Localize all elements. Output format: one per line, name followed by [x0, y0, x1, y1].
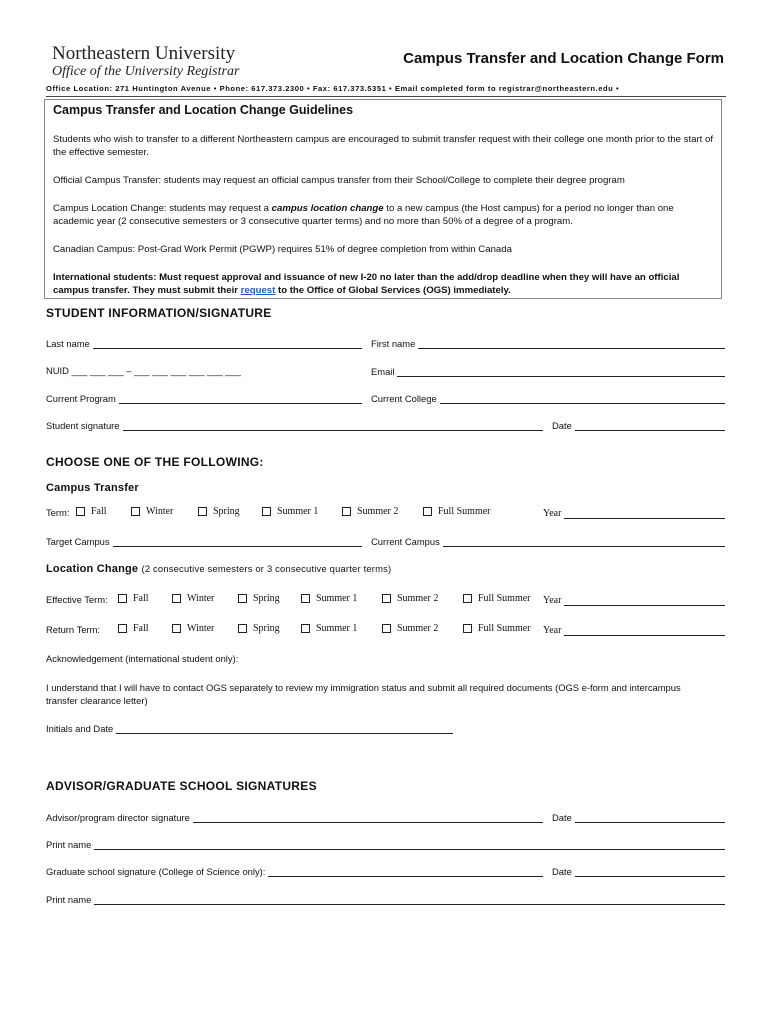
location-change-heading	[46, 563, 391, 575]
checkbox[interactable]	[382, 594, 391, 603]
transfer-term-fall[interactable]	[76, 506, 107, 517]
effective-term-winter[interactable]	[172, 593, 214, 604]
checkbox[interactable]	[118, 594, 127, 603]
option-label: Summer 2	[397, 593, 439, 604]
email-line[interactable]	[397, 365, 725, 377]
guideline-canadian-campus: Canadian Campus: Post-Grad Work Permit (PGWP) requires 51% of degree completion from within Canada	[53, 244, 512, 255]
guidelines-title: Campus Transfer and Location Change Guidelines	[53, 103, 354, 117]
student-date-label: Date	[552, 420, 572, 431]
current-campus-line[interactable]	[443, 535, 725, 547]
checkbox[interactable]	[262, 507, 271, 516]
effective-year-line[interactable]	[564, 594, 725, 606]
first-name-field[interactable]	[371, 337, 725, 349]
campus-transfer-heading: Campus Transfer	[46, 482, 139, 494]
checkbox[interactable]	[382, 624, 391, 633]
option-label: Summer 2	[397, 623, 439, 634]
effective-year-field[interactable]	[543, 594, 725, 606]
grad-print-name-label: Print name	[46, 894, 92, 905]
transfer-term-winter[interactable]	[131, 506, 173, 517]
return-term-fall[interactable]	[118, 623, 149, 634]
return-year-line[interactable]	[564, 624, 725, 636]
first-name-line[interactable]	[418, 337, 725, 349]
transfer-year-line[interactable]	[564, 507, 725, 519]
effective-term-spring[interactable]	[238, 593, 280, 604]
grad-date-label: Date	[552, 866, 572, 877]
option-label: Winter	[146, 506, 174, 517]
option-label: Spring	[213, 506, 240, 517]
form-title: Campus Transfer and Location Change Form	[403, 50, 724, 67]
advisor-date-line[interactable]	[575, 811, 725, 823]
guideline-location-change-post: to a new campus (the Host campus) for a period no longer than one academic year (2 consecutive semesters or 3 consecutive quarter terms) and no more than 50% of a degree of a program.	[53, 203, 674, 227]
guidelines-box	[44, 99, 722, 299]
effective-term-label: Effective Term:	[46, 594, 108, 605]
option-label: Fall	[91, 506, 107, 517]
first-name-label: First name	[371, 338, 416, 349]
advisor-print-name-label: Print name	[46, 839, 92, 850]
checkbox[interactable]	[342, 507, 351, 516]
current-program-label: Current Program	[46, 393, 116, 404]
transfer-term-full-summer[interactable]	[423, 506, 491, 517]
contact-line: Office Location: 271 Huntington Avenue • Phone: 617.373.2300 • Fax: 617.373.5351 • Email completed form to registrar@northeastern.edu •	[46, 84, 620, 93]
last-name-line[interactable]	[93, 337, 362, 349]
return-year-label: Year	[543, 625, 562, 636]
guideline-international-pre: International students: Must request approval and issuance of new I-20 no later than the add/drop deadline when they will have an official campus transfer. They must submit their	[53, 272, 680, 296]
option-label: Full Summer	[478, 623, 531, 634]
grad-signature-line[interactable]	[268, 865, 543, 877]
checkbox[interactable]	[198, 507, 207, 516]
advisor-date-label: Date	[552, 812, 572, 823]
current-college-field[interactable]	[371, 392, 725, 404]
grad-signature-label: Graduate school signature (College of Science only):	[46, 866, 266, 877]
guideline-transfer-timing: Students who wish to transfer to a different Northeastern campus are encouraged to submit transfer request with their college one month prior to the start of the effective semester.	[53, 134, 714, 158]
advisor-date-field[interactable]	[552, 811, 725, 823]
current-program-field[interactable]	[46, 392, 362, 404]
guideline-location-change-pre: Campus Location Change: students may request a	[53, 203, 272, 214]
current-college-line[interactable]	[440, 392, 725, 404]
option-label: Summer 1	[316, 593, 358, 604]
effective-term-fall[interactable]	[118, 593, 149, 604]
effective-term-summer-1[interactable]	[301, 593, 357, 604]
advisor-signature-label: Advisor/program director signature	[46, 812, 190, 823]
email-label: Email	[371, 366, 395, 377]
advisor-signature-line[interactable]	[193, 811, 543, 823]
acknowledgement-label: Acknowledgement (international student only):	[46, 653, 239, 664]
return-term-winter[interactable]	[172, 623, 214, 634]
transfer-term-summer-2[interactable]	[342, 506, 398, 517]
grad-print-name-line[interactable]	[94, 893, 725, 905]
target-campus-label: Target Campus	[46, 536, 110, 547]
transfer-year-field[interactable]	[543, 507, 725, 519]
location-change-note: (2 consecutive semesters or 3 consecutive quarter terms)	[141, 563, 392, 574]
current-campus-field[interactable]	[371, 535, 725, 547]
checkbox[interactable]	[118, 624, 127, 633]
option-label: Full Summer	[438, 506, 491, 517]
student-signature-field[interactable]	[46, 419, 543, 431]
return-term-label: Return Term:	[46, 624, 101, 635]
guideline-international-post: to the Office of Global Services (OGS) immediately.	[275, 284, 511, 296]
return-year-field[interactable]	[543, 624, 725, 636]
email-field[interactable]	[371, 365, 725, 377]
student-signature-line[interactable]	[123, 419, 544, 431]
checkbox[interactable]	[238, 594, 247, 603]
advisor-print-name-field[interactable]	[46, 838, 725, 850]
initials-date-line[interactable]	[116, 722, 453, 734]
grad-date-field[interactable]	[552, 865, 725, 877]
student-date-field[interactable]	[552, 419, 725, 431]
request-link[interactable]: request	[240, 284, 276, 296]
option-label: Summer 1	[316, 623, 358, 634]
transfer-year-label: Year	[543, 508, 562, 519]
return-term-summer-2[interactable]	[382, 623, 438, 634]
effective-term-summer-2[interactable]	[382, 593, 438, 604]
advisor-print-name-line[interactable]	[94, 838, 725, 850]
guideline-location-change-emphasis: campus location change	[271, 203, 384, 214]
current-college-label: Current College	[371, 393, 437, 404]
option-label: Summer 1	[277, 506, 319, 517]
option-label: Fall	[133, 593, 149, 604]
current-campus-label: Current Campus	[371, 536, 440, 547]
option-label: Spring	[253, 593, 280, 604]
student-signature-label: Student signature	[46, 420, 120, 431]
checkbox[interactable]	[423, 507, 432, 516]
grad-print-name-field[interactable]	[46, 893, 725, 905]
option-label: Full Summer	[478, 593, 531, 604]
initials-date-label: Initials and Date	[46, 723, 114, 734]
option-label: Summer 2	[357, 506, 399, 517]
target-campus-field[interactable]	[46, 535, 362, 547]
acknowledgement-text: I understand that I will have to contact OGS separately to review my immigration status and submit all required documents (OGS e-form and intercampus transfer clearance letter)	[46, 682, 681, 706]
choose-heading: CHOOSE ONE OF THE FOLLOWING:	[46, 455, 264, 469]
university-name: Northeastern University	[52, 43, 236, 64]
effective-year-label: Year	[543, 595, 562, 606]
option-label: Fall	[133, 623, 149, 634]
guideline-international	[53, 272, 713, 297]
current-program-line[interactable]	[119, 392, 362, 404]
return-term-spring[interactable]	[238, 623, 280, 634]
university-logo	[52, 44, 239, 79]
option-label: Winter	[187, 593, 215, 604]
checkbox[interactable]	[301, 594, 310, 603]
grad-signature-field[interactable]	[46, 865, 543, 877]
transfer-term-summer-1[interactable]	[262, 506, 318, 517]
advisor-signature-field[interactable]	[46, 811, 543, 823]
option-label: Spring	[253, 623, 280, 634]
term-label: Term:	[46, 507, 70, 518]
effective-term-full-summer[interactable]	[463, 593, 531, 604]
checkbox[interactable]	[76, 507, 85, 516]
return-term-full-summer[interactable]	[463, 623, 531, 634]
guideline-official-transfer: Official Campus Transfer: students may request an official campus transfer from their School/College to complete their degree program	[53, 175, 625, 186]
option-label: Winter	[187, 623, 215, 634]
office-name: Office of the University Registrar	[52, 64, 240, 79]
guideline-location-change	[53, 203, 713, 228]
initials-date-field[interactable]	[46, 722, 453, 734]
header-divider	[46, 96, 726, 97]
transfer-term-spring[interactable]	[198, 506, 240, 517]
checkbox[interactable]	[131, 507, 140, 516]
advisor-section-heading: ADVISOR/GRADUATE SCHOOL SIGNATURES	[46, 779, 317, 793]
checkbox[interactable]	[172, 594, 181, 603]
student-date-line[interactable]	[575, 419, 725, 431]
nuid-field[interactable]: NUID ___ ___ ___ – ___ ___ ___ ___ ___ ___	[46, 365, 241, 376]
grad-date-line[interactable]	[575, 865, 725, 877]
location-change-title: Location Change	[46, 563, 139, 575]
target-campus-line[interactable]	[113, 535, 362, 547]
student-section-heading: STUDENT INFORMATION/SIGNATURE	[46, 306, 272, 320]
checkbox[interactable]	[463, 594, 472, 603]
checkbox[interactable]	[238, 624, 247, 633]
checkbox[interactable]	[172, 624, 181, 633]
checkbox[interactable]	[463, 624, 472, 633]
checkbox[interactable]	[301, 624, 310, 633]
last-name-label: Last name	[46, 338, 90, 349]
return-term-summer-1[interactable]	[301, 623, 357, 634]
last-name-field[interactable]	[46, 337, 362, 349]
